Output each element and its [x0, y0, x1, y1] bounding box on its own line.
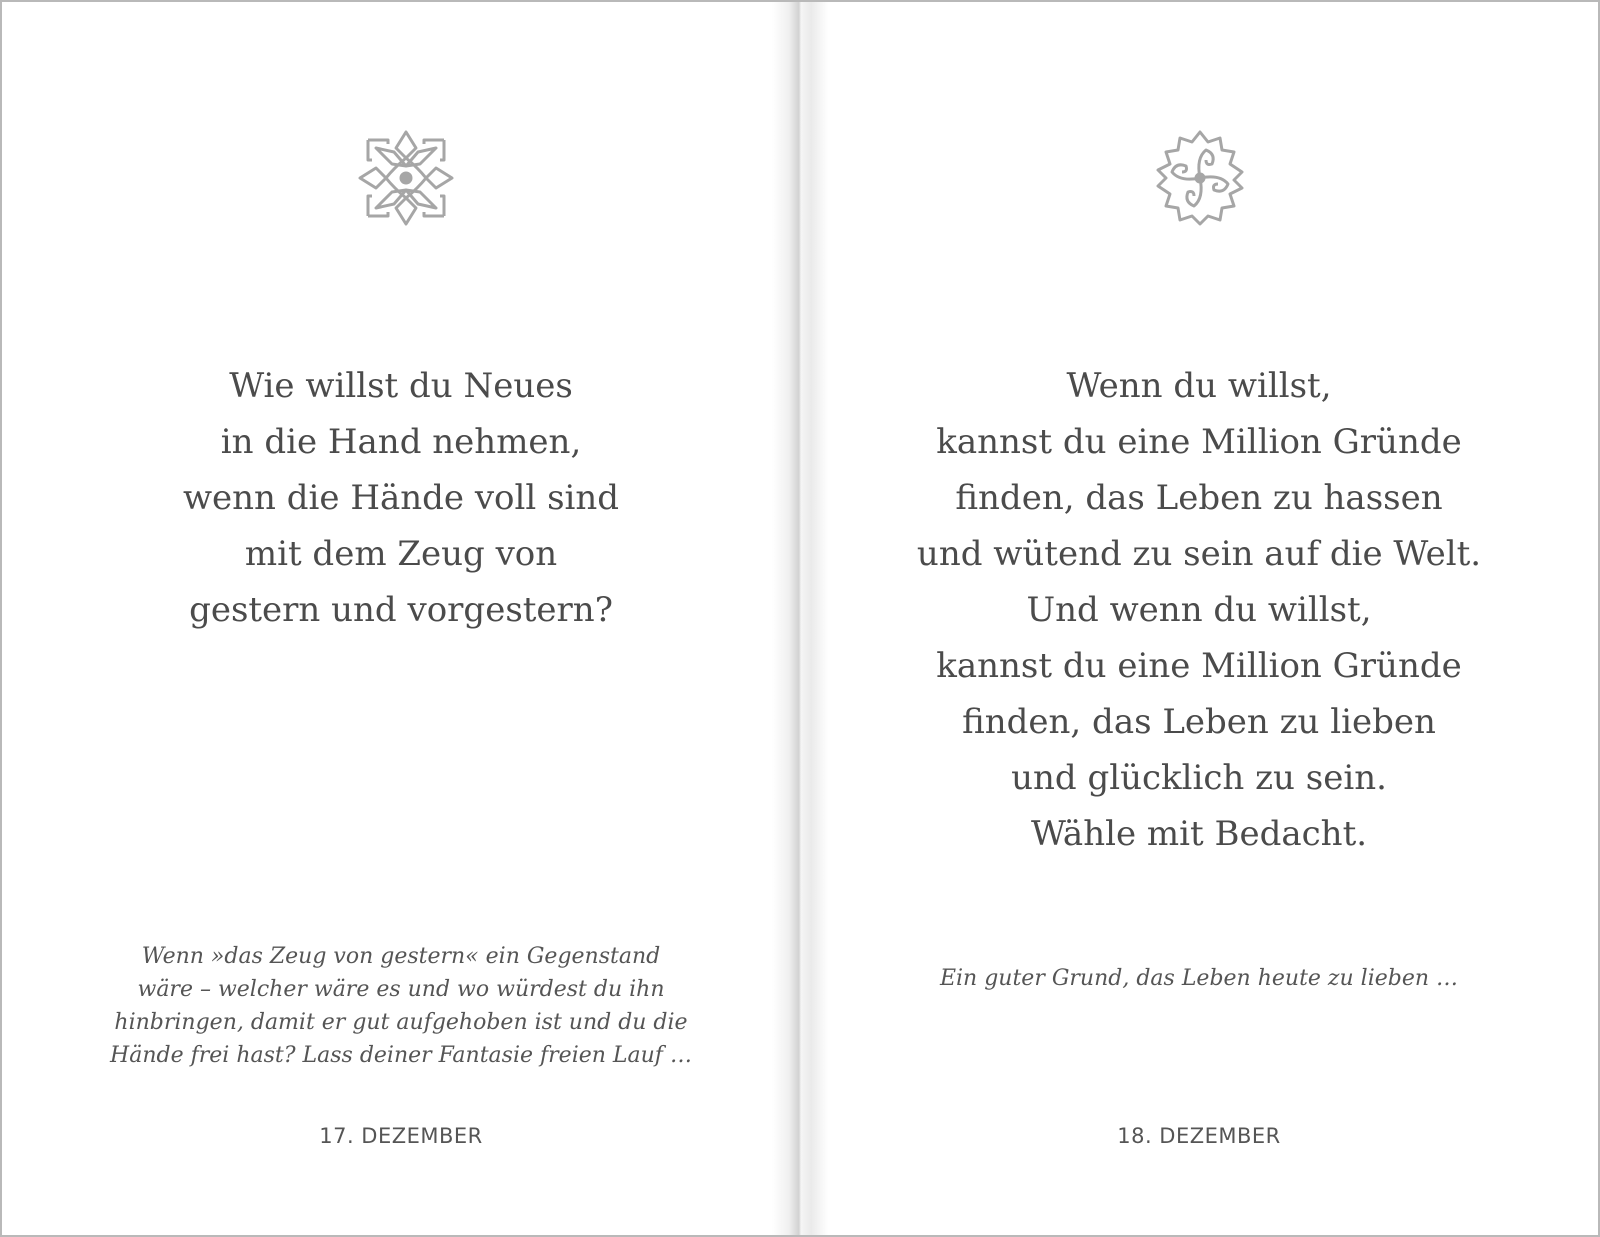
quote-line: Wähle mit Bedacht.: [1030, 814, 1368, 854]
quote-line: und wütend zu sein auf die Welt.: [916, 534, 1482, 574]
prompt-line: Hände frei hast? Lass deiner Fantasie freien Lauf …: [110, 1043, 692, 1068]
quote-line: mit dem Zeug von: [244, 534, 558, 574]
left-page: [2, 2, 800, 1235]
prompt-line: hinbringen, damit er gut aufgehoben ist und du die: [114, 1010, 688, 1035]
prompt-line: Wenn »das Zeug von gestern« ein Gegenstand: [141, 944, 661, 969]
book-gutter-shadow: [772, 2, 828, 1235]
quote-line: finden, das Leben zu lieben: [962, 702, 1436, 742]
quote-line: kannst du eine Million Gründe: [936, 422, 1462, 462]
quote-line: in die Hand nehmen,: [220, 422, 582, 462]
left-quote: [2, 358, 800, 638]
quote-line: finden, das Leben zu hassen: [955, 478, 1443, 518]
quote-line: gestern und vorgestern?: [189, 590, 613, 630]
square-flower-ornament-icon: [356, 128, 456, 228]
right-date: 18. DEZEMBER: [1117, 1124, 1281, 1148]
right-page: [800, 2, 1598, 1235]
right-quote: [800, 358, 1598, 862]
left-date: 17. DEZEMBER: [319, 1124, 483, 1148]
quote-line: und glücklich zu sein.: [1011, 758, 1387, 798]
quote-line: wenn die Hände voll sind: [182, 478, 620, 518]
prompt-line: wäre – welcher wäre es und wo würdest du ihn: [137, 977, 665, 1002]
prompt-line: Ein guter Grund, das Leben heute zu lieben …: [939, 966, 1459, 991]
round-swirl-ornament-icon: [1150, 128, 1250, 228]
right-prompt: [800, 962, 1598, 995]
quote-line: kannst du eine Million Gründe: [936, 646, 1462, 686]
quote-line: Und wenn du willst,: [1026, 590, 1372, 630]
quote-line: Wie willst du Neues: [229, 366, 573, 406]
left-prompt: [2, 940, 800, 1072]
quote-line: Wenn du willst,: [1066, 366, 1332, 406]
